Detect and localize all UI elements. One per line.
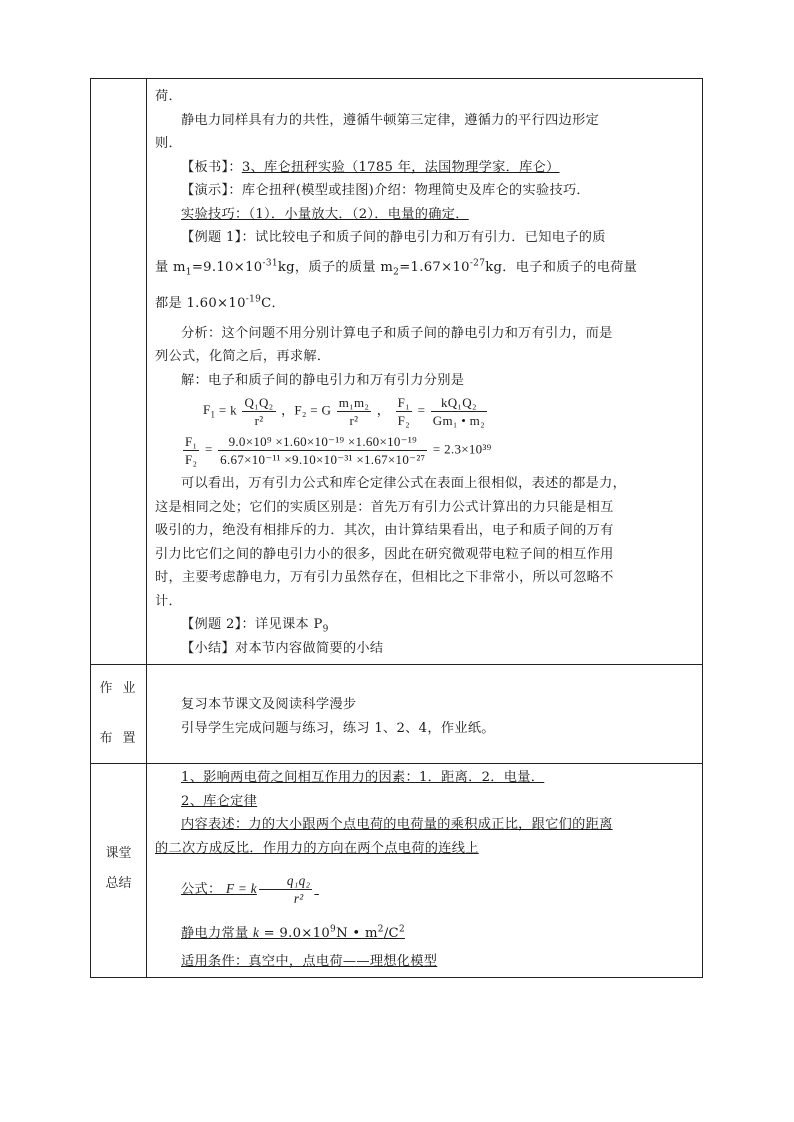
discussion-line4: 引力比它们之间的静电引力小的很多，因此在研究微观带电粒子间的相互作用 [155,546,614,562]
mass-text-d: =1.67×10 [399,259,470,275]
constant-unit-c-exp: 2 [398,924,405,935]
mass-text-e: kg．电子和质子的电荷量 [485,259,638,275]
discussion-line2: 这是相同之处；它们的实质区别是：首先万有引力公式计算出的力只能是相互 [155,499,614,515]
f2-fraction [337,394,372,429]
homework-line1: 复习本节课文及阅读科学漫步 [181,697,357,712]
calc-lhs-fraction [183,433,199,468]
calc-num: 9.0×10⁹ ×1.60×10⁻¹⁹ ×1.60×10⁻¹⁹ [218,433,427,451]
summary-line [155,637,696,661]
sub-1: 1 [185,267,192,278]
f1-den: r² [254,413,264,428]
f1-k: = k [218,402,237,418]
calc-formula [155,433,696,468]
analysis-line2: 列公式，化简之后，再求解． [155,349,331,364]
formula-fraction [259,872,313,907]
mass-text-c: kg，质子的质量 m [277,259,394,275]
summary-label-cell [91,764,147,978]
summary-content-cell [147,764,703,978]
summary-point1: 1、影响两电荷之间相互作用力的因素：1．距离．2．电量． [181,770,545,785]
table-row-summary [91,764,703,978]
summary-content-line2: 的二次方成反比．作用力的方向在两个点电荷的连线上 [155,840,479,856]
table-row-teaching [91,79,703,665]
example2-sub: 9 [322,624,329,635]
example1-charge-line [155,286,696,322]
constant-block [181,926,405,941]
technique-line: 实验技巧：（1）．小量放大．（2）．电量的确定． [181,206,469,222]
constant-k: k [252,925,260,940]
f1-fraction [242,394,275,429]
homework-line2: 引导学生完成问题与练习，练习 1、2、4，作业纸。 [181,720,495,736]
example1-mass-line [155,250,696,286]
f2-lhs: ，F₂ = G [281,402,332,418]
demo-text: ：库仑扭秤(模型或挂图)介绍：物理简史及库仑的实验技巧． [228,183,590,198]
homework-label-cell [91,665,147,764]
constant-value: = 9.0×10 [259,926,331,941]
force-formulas: $F_1 = k$ $\frac{\text{Q₁Q₂}}{\text{r²}}$ ，F₂ = G $\frac{\text{m₁m₂}}{\text{r²}}$ ， $\frac{\text{F₁}}{\text{F₂}}$ = $\frac{\text{kQ₁Q₂}}{\text{Gm₁ • m₂}}$ [203,395,485,428]
f2-num: m₁m₂ [338,395,370,410]
summary-point2: 2、库仑定律 [181,793,258,809]
ratio-rhs-fraction [431,394,487,429]
ratio-rhs-den: Gm₁ • m₂ [432,413,485,428]
constant-unit: N • m [336,926,378,941]
demo-tag: 【演示】 [181,183,229,198]
formula-lhs: F = k [225,881,257,896]
example1-text: ：试比较电子和质子间的静电引力和万有引力．已知电子的质 [241,230,606,245]
summary-label-line1: 课堂 [105,846,132,861]
f2-den: r² [349,413,359,428]
constant-label: 静电力常量 [181,926,253,941]
board-line [155,156,696,180]
constant-unit-c: /C [383,926,399,941]
continued-text: 荷． [155,89,182,104]
calc-lhs-den: F₂ [185,452,198,467]
summary-text: 对本节内容做简要的小结 [234,640,384,656]
table-row-homework [91,665,703,764]
constant-unit-exp: 2 [377,924,384,935]
calc-den: 6.67×10⁻¹¹ ×9.10×10⁻³¹ ×1.67×10⁻²⁷ [220,452,426,467]
row-label-empty [91,79,147,665]
example2-tag: 【例题 2】 [181,617,242,632]
formula-label: 公式： [181,882,222,897]
board-title: 3、库仑扭秤实验（1785 年，法国物理学家．库仑） [241,159,560,175]
constant-exp: 9 [330,924,337,935]
summary-constant-line [155,921,696,946]
lesson-plan-table [90,78,703,978]
discussion-line3: 吸引的力，绝没有相排斥的力．其次，由计算结果看出，电子和质子间的万有 [155,523,614,538]
exp-31: -31 [262,258,278,269]
mass-text-b: =9.10×10 [191,259,263,275]
sub-2: 2 [393,267,400,278]
solution-line: 解：电子和质子间的静电引力和万有引力分别是 [181,372,465,388]
f1-sub: 1 [210,410,216,421]
summary-condition-line: 适用条件：真空中，点电荷——理想化模型 [181,953,438,969]
example1-tag: 【例题 1】 [181,230,242,245]
homework-content-cell [147,665,703,764]
formula-block [181,873,319,906]
formula-num: q₁q₂ [259,872,313,890]
example2-line [155,613,696,637]
teaching-content-cell [147,79,703,665]
calc-lhs-num: F₁ [185,434,198,449]
f1-num: Q₁Q₂ [244,395,274,410]
analysis-line1: 分析：这个问题不用分别计算电子和质子间的静电引力和万有引力，而是 [181,325,613,341]
discussion-line5: 时，主要考虑静电力，万有引力虽然存在，但相比之下非常小，所以可忽略不 [155,570,614,585]
mass-text-a: 量 m [155,259,186,275]
board-tag: 【板书】 [181,159,229,175]
discussion-line6: 计． [155,593,182,609]
f1-lhs: $F_1$ [203,402,216,421]
summary-formula-line [155,872,696,907]
calc-result: = 2.3×10³⁹ [432,441,492,457]
example2-text: ：详见课本 P [241,617,323,632]
ratio-eq: = [417,402,426,418]
board-colon: ： [228,159,242,175]
charge-text-b: C． [261,295,286,311]
calc-fraction [218,433,427,468]
ratio-den: F₂ [397,413,411,428]
exp-27: -27 [469,258,486,269]
discussion-line1: 可以看出，万有引力公式和库仑定律公式在表面上很相似，表述的都是力， [181,476,627,491]
example1-line [155,226,696,250]
static-force-line1: 静电力同样具有力的共性，遵循牛顿第三定律，遵循力的平行四边形定 [181,112,600,128]
demo-line [155,179,696,203]
ratio-num: F₁ [397,395,411,410]
static-force-line2: 则． [155,136,182,151]
ratio-rhs-num: kQ₁Q₂ [431,394,487,412]
summary-content-line1: 内容表述：力的大小跟两个点电荷的电荷量的乘积成正比，跟它们的距离 [181,817,613,832]
charge-text-a: 都是 1.60×10 [155,295,246,311]
calc-eq: = [204,441,213,457]
homework-label-bottom: 布置 [99,731,146,746]
homework-label-top: 作业 [99,681,146,696]
exp-19: -19 [245,294,262,305]
formula-den: r² [293,891,304,906]
summary-tag: 【小结】 [181,640,235,656]
summary-label-line2: 总结 [105,876,132,891]
ratio-fraction [396,394,412,429]
